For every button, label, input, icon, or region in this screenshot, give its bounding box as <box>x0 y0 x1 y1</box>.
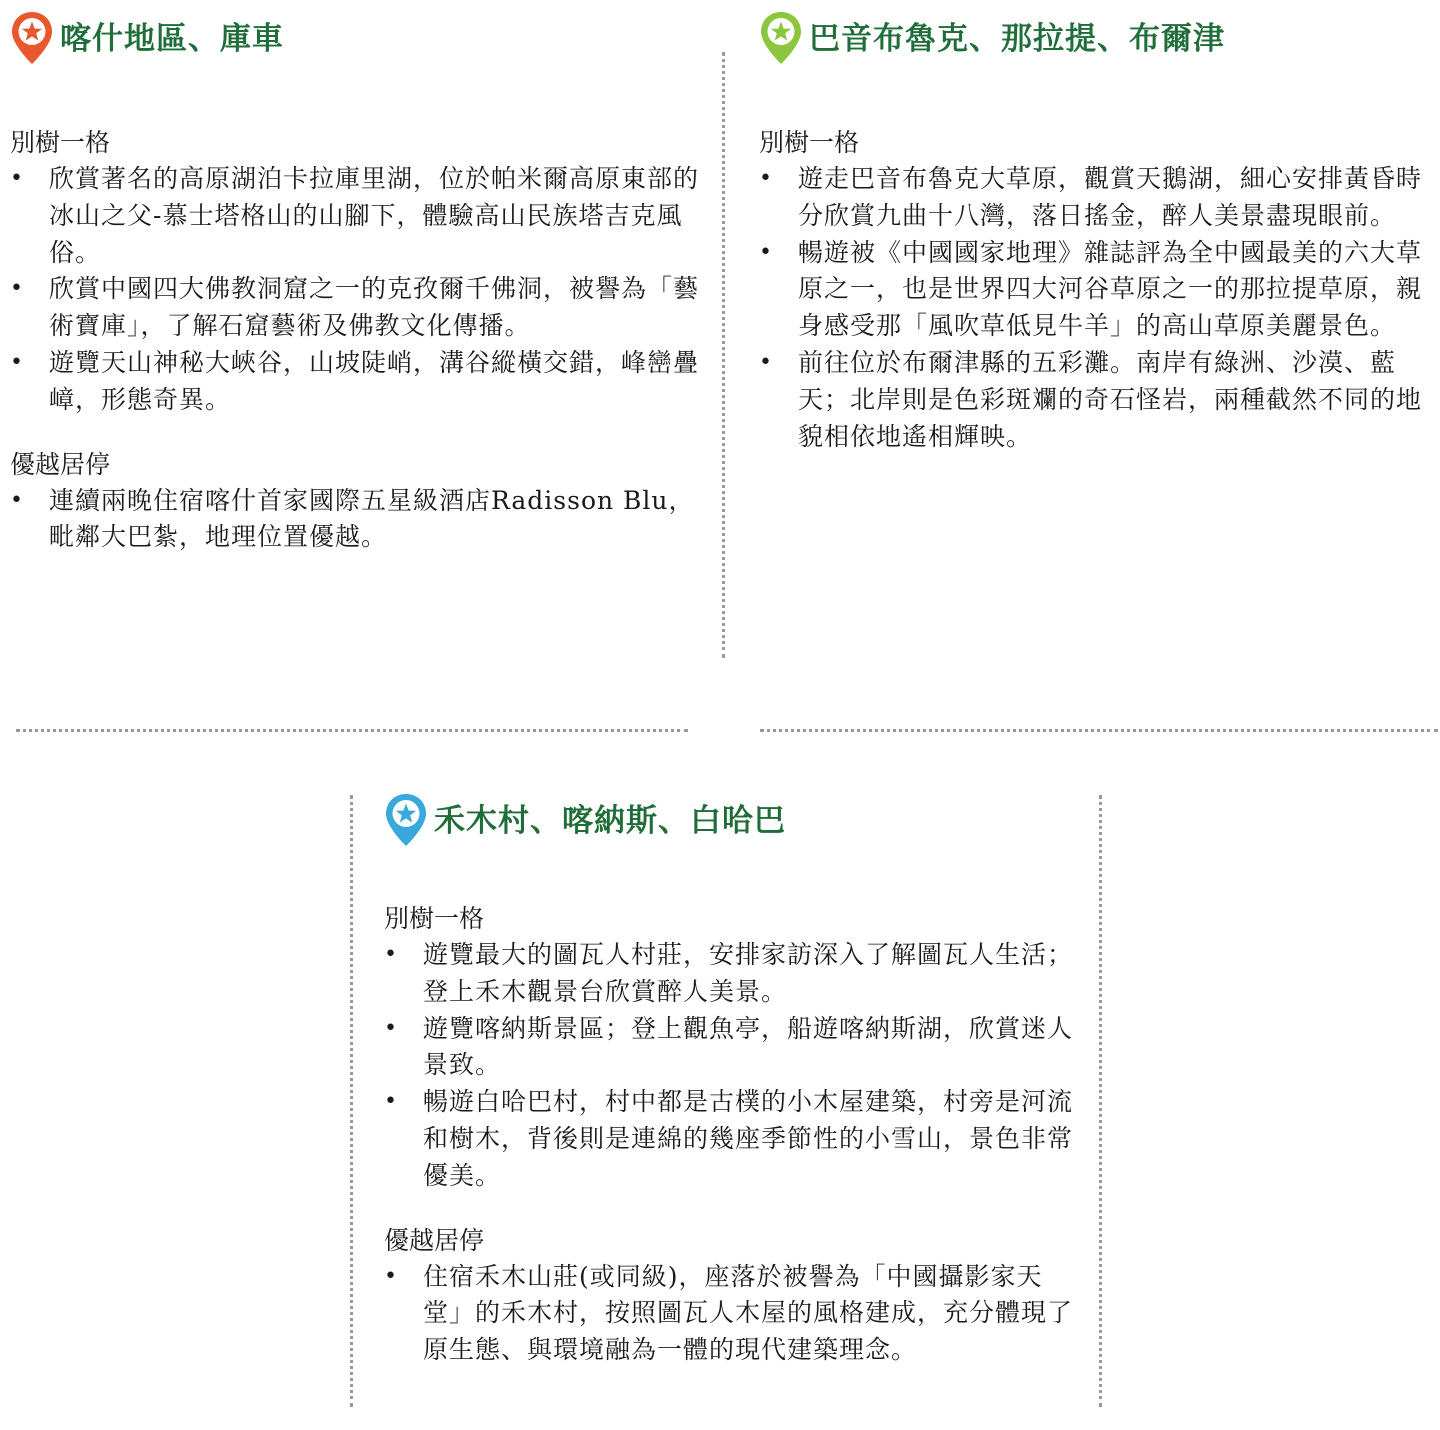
list-item: • 遊覽喀納斯景區；登上觀魚亭，船遊喀納斯湖，欣賞迷人景致。 <box>384 1011 1074 1085</box>
section <box>10 125 715 419</box>
section-heading: 別樹一格 <box>759 128 860 157</box>
region-title: 巴音布魯克、那拉提、布爾津 <box>809 21 1225 57</box>
list-item: • 住宿禾木山莊(或同級)，座落於被譽為「中國攝影家天堂」的禾木村，按照圖瓦人木屋的風格建成，充分體現了原生態、與環境融為一體的現代建築理念。 <box>384 1259 1074 1369</box>
list-item: • 遊走巴音布魯克大草原，觀賞天鵝湖，細心安排黃昏時分欣賞九曲十八灣，落日搖金，醉人美景盡現眼前。 <box>759 161 1439 235</box>
region-kashgar <box>10 10 715 556</box>
region-header <box>759 10 1439 70</box>
divider-horizontal-right <box>760 729 1438 732</box>
list-item: • 暢遊被《中國國家地理》雜誌評為全中國最美的六大草原之一，也是世界四大河谷草原之一的那拉提草原，親身感受那「風吹草低見牛羊」的高山草原美麗景色。 <box>759 235 1439 345</box>
map-pin-star-icon <box>759 10 803 66</box>
region-title: 喀什地區、庫車 <box>60 21 284 57</box>
section <box>384 901 1074 1195</box>
bullet-list <box>384 937 1074 1195</box>
list-item: • 連續兩晚住宿喀什首家國際五星級酒店Radisson Blu，毗鄰大巴紮，地理位置優越。 <box>10 483 715 557</box>
section-heading: 優越居停 <box>10 449 111 479</box>
bullet-list <box>759 161 1439 455</box>
section <box>759 125 1439 455</box>
list-item: • 暢遊白哈巴村，村中都是古樸的小木屋建築，村旁是河流和樹木，背後則是連綿的幾座季節性的小雪山，景色非常優美。 <box>384 1084 1074 1194</box>
divider-vertical-top <box>722 52 725 658</box>
section-heading: 優越居停 <box>384 1225 485 1255</box>
list-item: • 前往位於布爾津縣的五彩灘。南岸有綠洲、沙漠、藍天；北岸則是色彩斑斕的奇石怪岩，兩種截然不同的地貌相依地遙相輝映。 <box>759 345 1439 455</box>
list-item: • 遊覽最大的圖瓦人村莊，安排家訪深入了解圖瓦人生活；登上禾木觀景台欣賞醉人美景。 <box>384 937 1074 1011</box>
section-heading: 別樹一格 <box>384 904 485 933</box>
list-item: • 欣賞中國四大佛教洞窟之一的克孜爾千佛洞，被譽為「藝術寶庫」，了解石窟藝術及佛教文化傳播。 <box>10 271 715 345</box>
region-bayanbulak <box>759 10 1439 455</box>
map-pin-star-icon <box>10 10 54 66</box>
region-title: 禾木村、喀納斯、白哈巴 <box>434 803 786 839</box>
divider-horizontal-left <box>16 729 688 732</box>
list-item: • 遊覽天山神秘大峽谷，山坡陡峭，溝谷縱橫交錯，峰巒疊嶂，形態奇異。 <box>10 345 715 419</box>
bullet-list <box>10 161 715 419</box>
section <box>10 447 715 557</box>
region-hemu <box>384 792 1074 1369</box>
region-header <box>384 792 1074 852</box>
bullet-list <box>10 483 715 557</box>
map-pin-star-icon <box>384 792 428 848</box>
section-heading: 別樹一格 <box>10 128 111 157</box>
list-item: • 欣賞著名的高原湖泊卡拉庫里湖，位於帕米爾高原東部的冰山之父-慕士塔格山的山腳下，體驗高山民族塔吉克風俗。 <box>10 161 715 271</box>
divider-vertical-bottom-left <box>350 795 353 1407</box>
divider-vertical-bottom-right <box>1099 795 1102 1407</box>
section <box>384 1223 1074 1369</box>
region-header <box>10 10 715 70</box>
bullet-list <box>384 1259 1074 1369</box>
